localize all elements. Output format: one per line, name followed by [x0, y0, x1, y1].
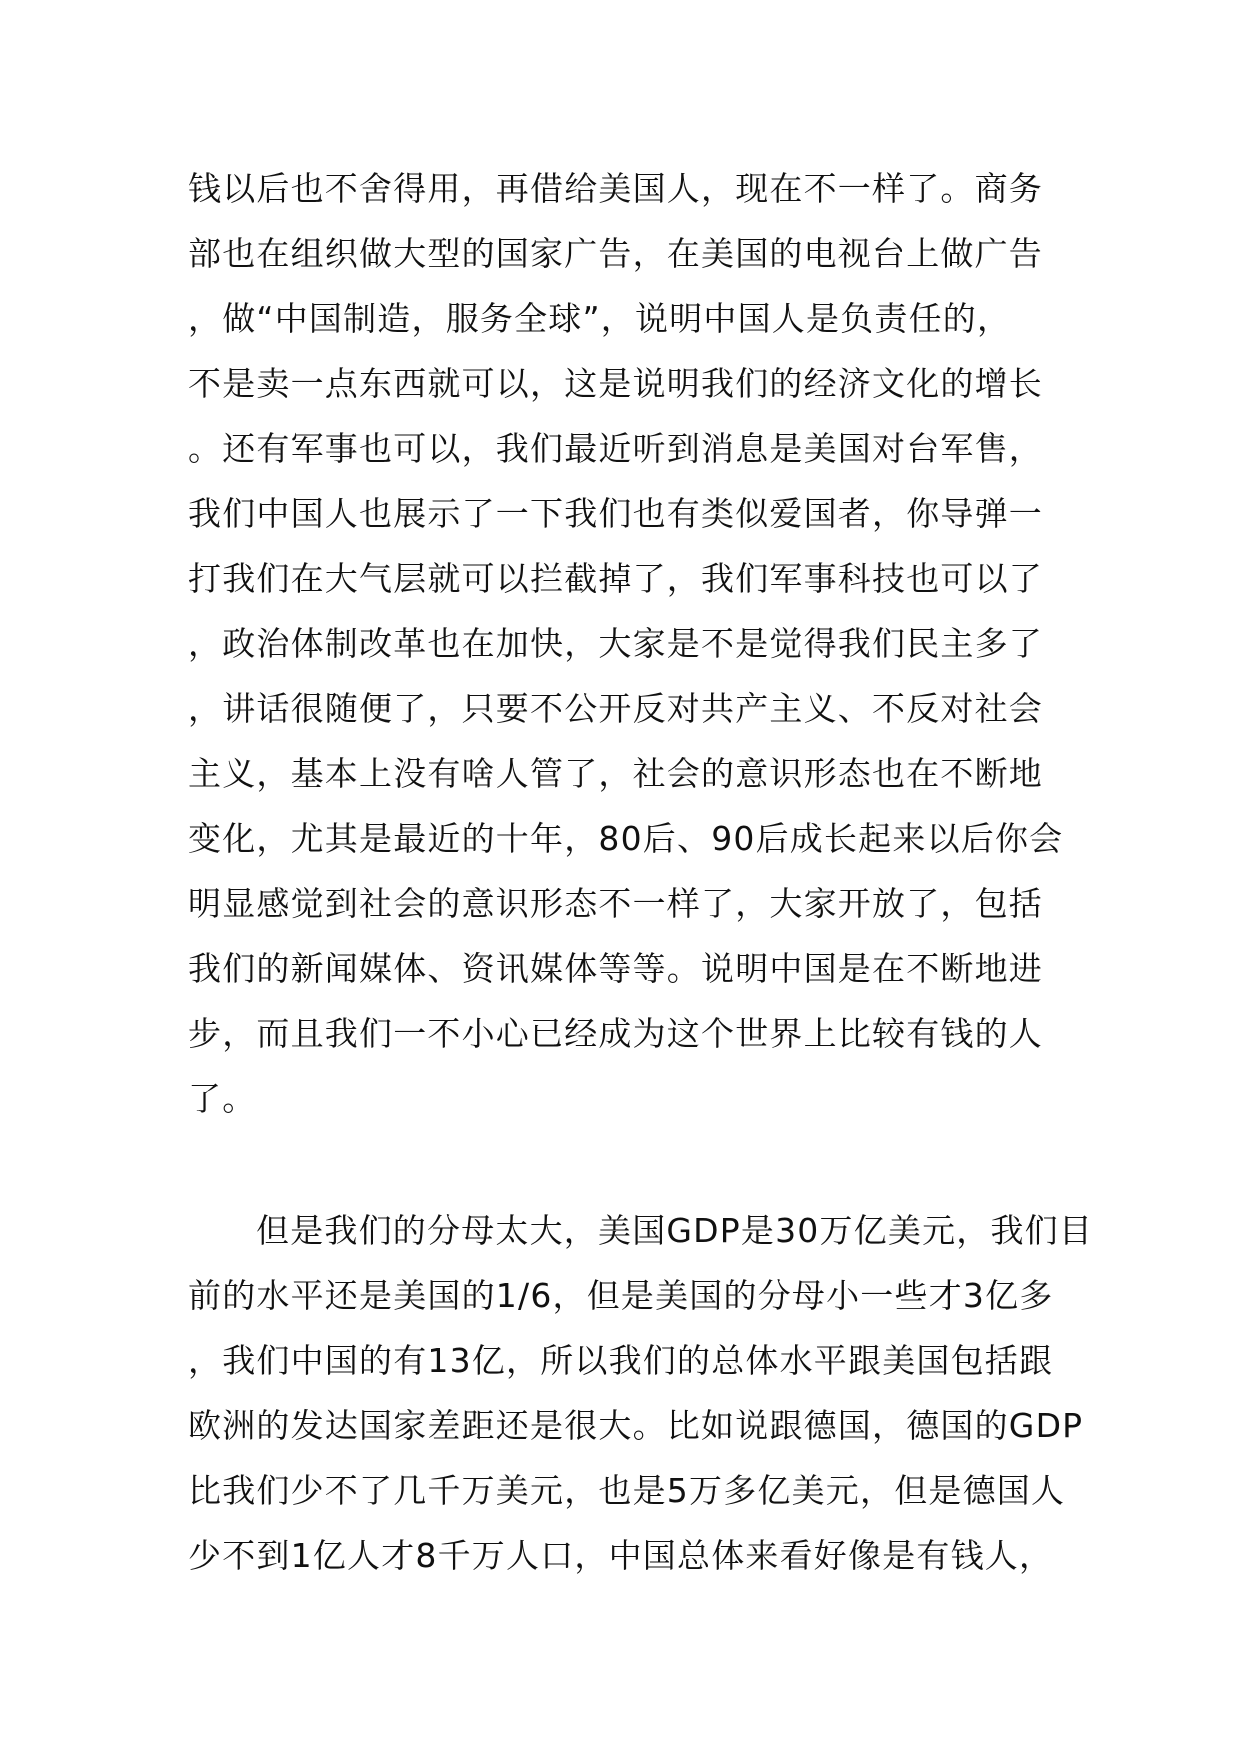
paragraph-2 — [188, 1198, 1094, 1588]
paragraph-line: ，我们中国的有13亿，所以我们的总体水平跟美国包括跟 — [188, 1341, 1054, 1380]
paragraph-line: 欧洲的发达国家差距还是很大。比如说跟德国，德国的GDP — [188, 1406, 1084, 1445]
paragraph-line: 钱以后也不舍得用，再借给美国人，现在不一样了。商务 — [188, 169, 1043, 208]
paragraph-line: 变化，尤其是最近的十年，80后、90后成长起来以后你会 — [188, 819, 1064, 858]
paragraph-line: 我们中国人也展示了一下我们也有类似爱国者，你导弹一 — [188, 494, 1043, 533]
paragraph-line: ，政治体制改革也在加快，大家是不是觉得我们民主多了 — [188, 624, 1043, 663]
paragraph-line: 我们的新闻媒体、资讯媒体等等。说明中国是在不断地进 — [188, 949, 1043, 988]
paragraph-line: 了。 — [188, 1079, 257, 1118]
paragraph-line: 主义，基本上没有啥人管了，社会的意识形态也在不断地 — [188, 754, 1043, 793]
paragraph-line: 比我们少不了几千万美元，也是5万多亿美元，但是德国人 — [188, 1471, 1066, 1510]
paragraph-line: 。还有军事也可以，我们最近听到消息是美国对台军售， — [188, 429, 1043, 468]
paragraph-line: ，做“中国制造，服务全球”，说明中国人是负责任的， — [188, 299, 1012, 338]
paragraph-line: ，讲话很随便了，只要不公开反对共产主义、不反对社会 — [188, 689, 1043, 728]
paragraph-line: 少不到1亿人才8千万人口，中国总体来看好像是有钱人， — [188, 1536, 1054, 1575]
paragraph-line: 不是卖一点东西就可以，这是说明我们的经济文化的增长 — [188, 364, 1043, 403]
paragraph-1 — [188, 156, 1064, 1131]
paragraph-line: 部也在组织做大型的国家广告，在美国的电视台上做广告 — [188, 234, 1043, 273]
paragraph-line: 明显感觉到社会的意识形态不一样了，大家开放了，包括 — [188, 884, 1043, 923]
paragraph-line: 步，而且我们一不小心已经成为这个世界上比较有钱的人 — [188, 1014, 1043, 1053]
paragraph-line: 前的水平还是美国的1/6，但是美国的分母小一些才3亿多 — [188, 1276, 1054, 1315]
paragraph-line: 打我们在大气层就可以拦截掉了，我们军事科技也可以了 — [188, 559, 1043, 598]
paragraph-line: 但是我们的分母太大，美国GDP是30万亿美元，我们目 — [256, 1211, 1094, 1250]
